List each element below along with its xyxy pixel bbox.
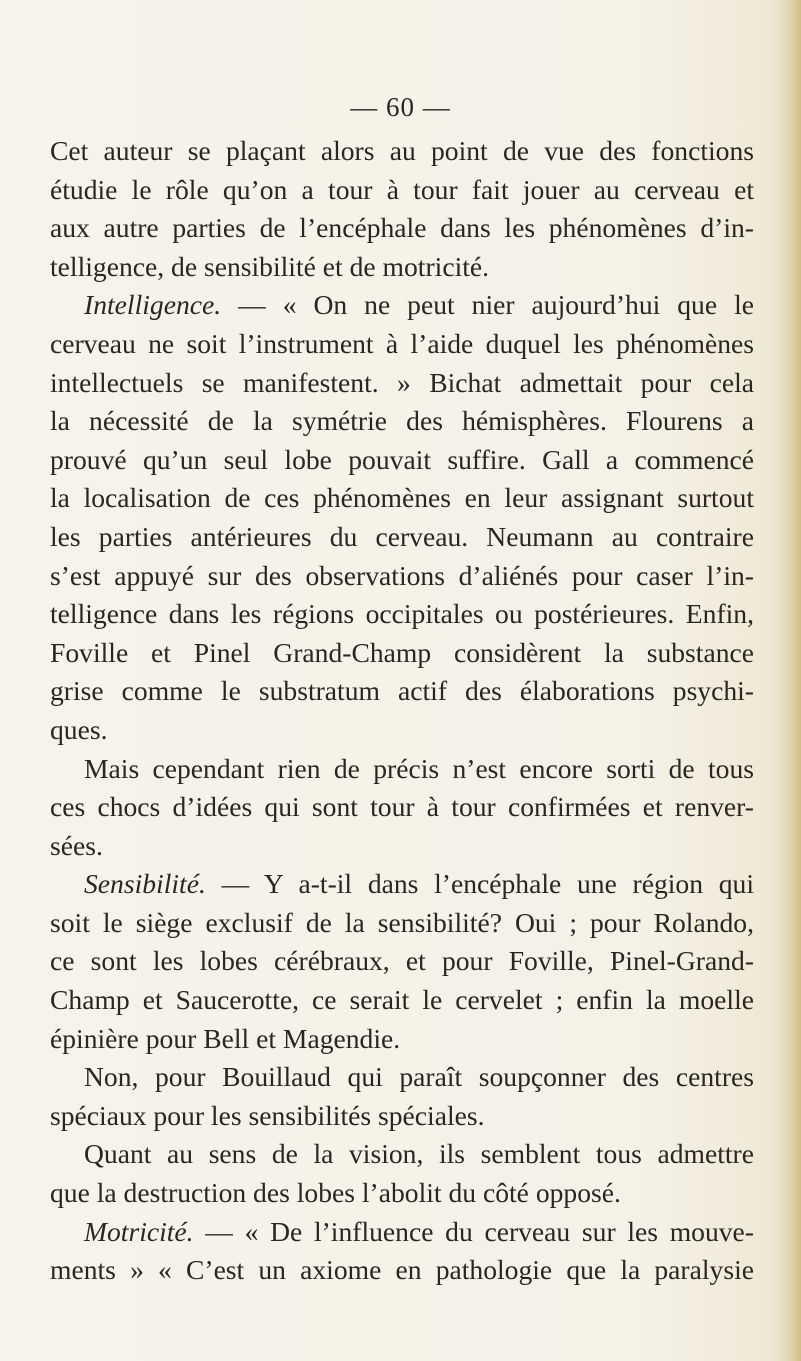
text-line: la localisation de ces phénomènes en leur assignant surtout — [50, 482, 754, 514]
text-line: sées. — [50, 829, 103, 861]
text-line: spéciaux pour les sensibilités spéciales. — [50, 1099, 485, 1131]
text-line: Quant au sens de la vision, ils semblent tous admettre — [84, 1138, 754, 1170]
text-line: ces chocs d’idées qui sont tour à tour confirmées et renver- — [50, 791, 754, 823]
section-heading-line: Intelligence. — « On ne peut nier aujourd’hui que le — [84, 289, 754, 321]
text-line: ques. — [50, 713, 108, 745]
section-heading-intelligence: Intelligence. — [84, 289, 222, 321]
body-text — [50, 132, 754, 1290]
text-line: grise comme le substratum actif des élaborations psychi- — [50, 675, 754, 707]
text-line: soit le siège exclusif de la sensibilité? Oui ; pour Rolando, — [50, 906, 754, 938]
text-line: Non, pour Bouillaud qui paraît soupçonner des centres — [84, 1061, 754, 1093]
page-number: — 60 — — [350, 92, 451, 122]
text-line: ce sont les lobes cérébraux, et pour Foville, Pinel-Grand- — [50, 945, 754, 977]
text-line: Mais cependant rien de précis n’est encore sorti de tous — [84, 752, 754, 784]
section-heading-motricite: Motricité. — [84, 1215, 194, 1247]
text-line: telligence, de sensibilité et de motricité. — [50, 250, 490, 282]
text-line: la nécessité de la symétrie des hémisphères. Flourens a — [50, 405, 754, 437]
text-line: les parties antérieures du cerveau. Neumann au contraire — [50, 520, 754, 552]
text-line: Foville et Pinel Grand-Champ considèrent la substance — [50, 636, 754, 668]
text-line: étudie le rôle qu’on a tour à tour fait jouer au cerveau et — [50, 173, 754, 205]
text-line: cerveau ne soit l’instrument à l’aide duquel les phénomènes — [50, 327, 754, 359]
text-line: Cet auteur se plaçant alors au point de vue des fonctions — [50, 135, 754, 166]
text-line: intellectuels se manifestent. » Bichat admettait pour cela — [50, 366, 754, 398]
text-line: s’est appuyé sur des observations d’aliénés pour caser l’in- — [50, 559, 754, 591]
text-line: aux autre parties de l’encéphale dans les phénomènes d’in- — [50, 212, 754, 244]
section-heading-line: Motricité. — « De l’influence du cerveau sur les mouve- — [84, 1215, 754, 1247]
section-heading-sensibilite: Sensibilité. — [84, 868, 206, 900]
text-line: Champ et Saucerotte, ce serait le cervelet ; enfin la moelle — [50, 984, 754, 1016]
text-line: que la destruction des lobes l’abolit du côté opposé. — [50, 1177, 621, 1209]
page-edge-shading — [779, 0, 801, 1361]
text-line: ments » « C’est un axiome en pathologie que la paralysie — [50, 1254, 754, 1286]
text-line: telligence dans les régions occipitales ou postérieures. Enfin, — [50, 598, 754, 630]
text-line: épinière pour Bell et Magendie. — [50, 1022, 401, 1054]
text-line: prouvé qu’un seul lobe pouvait suffire. Gall a commencé — [50, 443, 754, 475]
section-heading-line: Sensibilité. — Y a-t-il dans l’encéphale une région qui — [84, 868, 754, 900]
